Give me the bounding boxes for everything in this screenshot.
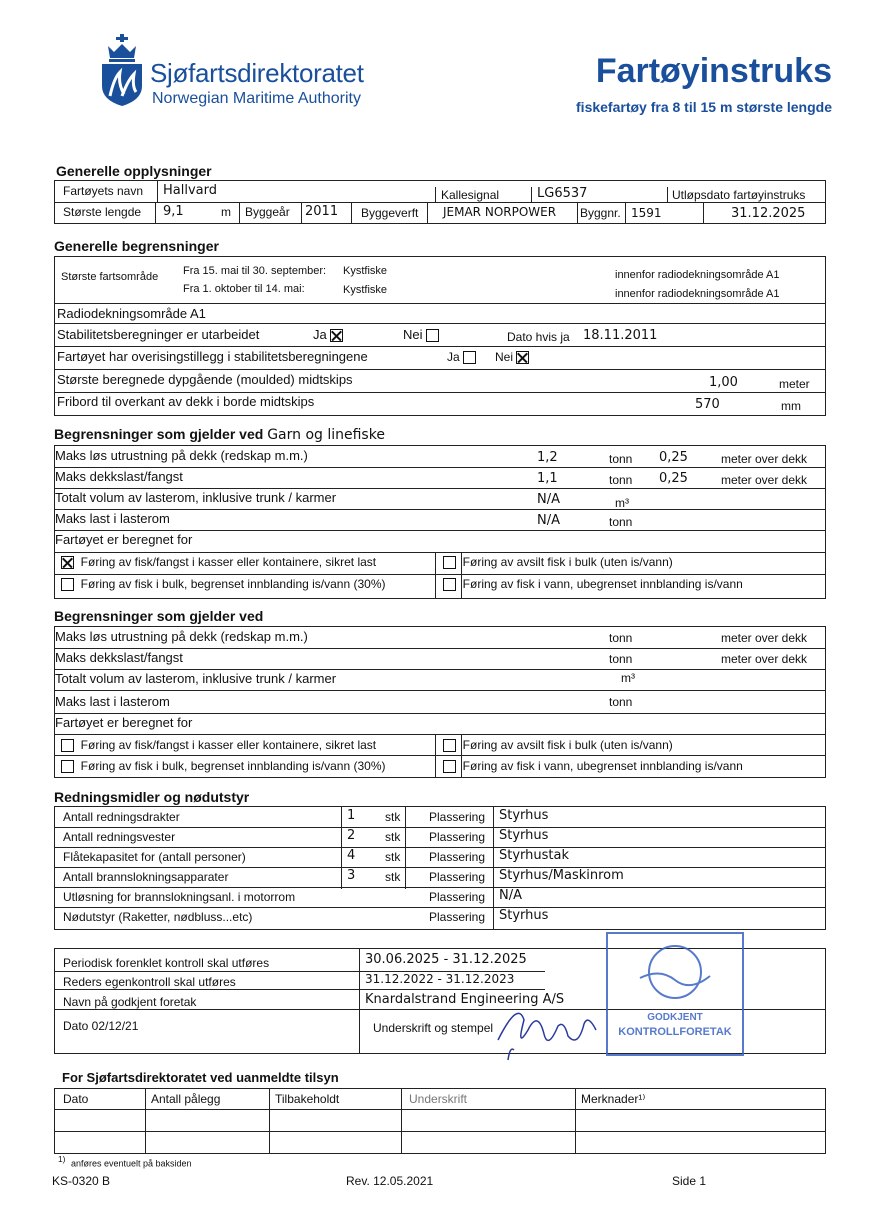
expiry-value: 31.12.2025	[731, 206, 806, 221]
form-subtitle: fiskefartøy fra 8 til 15 m største lengde	[576, 99, 832, 115]
col-underskrift: Underskrift	[409, 1092, 468, 1106]
built-label: Byggeår	[245, 205, 290, 219]
date-value: 18.11.2011	[583, 328, 658, 343]
col-dato: Dato	[63, 1092, 89, 1106]
control-date: Dato 02/12/21	[63, 1019, 139, 1033]
freeboard-label: Fribord til overkant av dekk i borde midtskips	[57, 394, 315, 409]
wave-icon	[610, 938, 740, 1008]
restr1-opt4: Føring av fisk i vann, ubegrenset innblanding is/vann	[443, 577, 743, 591]
tonn-unit: tonn	[609, 631, 633, 645]
company-label: Navn på godkjent foretak	[63, 995, 197, 1009]
length-unit: m	[221, 205, 231, 219]
area-label: Største fartsområde	[61, 271, 159, 283]
org-name: Sjøfartsdirektoratet	[150, 58, 364, 88]
yard-value: JEMAR NORPOWER	[443, 205, 557, 219]
restr2-opt4: Føring av fisk i vann, ubegrenset innblanding is/vann	[443, 759, 743, 773]
draught-unit: meter	[779, 377, 810, 391]
rescue-row-count: 2	[347, 828, 356, 843]
rescue-row-stk: stk	[385, 870, 401, 884]
name-label: Fartøyets navn	[63, 184, 144, 198]
tonn-unit: tonn	[609, 652, 633, 666]
restr2-hold-label: Maks last i lasterom	[55, 694, 170, 709]
restr1-opt1: Føring av fisk/fangst i kasser eller kontainere, sikret last	[61, 555, 376, 569]
restr1-loose-label: Maks løs utrustning på dekk (redskap m.m.)	[55, 448, 308, 463]
overweight-label: Fartøyet har overisingstillegg i stabilitetsberegningene	[57, 349, 368, 364]
restr2-deck-label: Maks dekkslast/fangst	[55, 650, 183, 665]
period2: Fra 1. oktober til 14. mai:	[183, 283, 305, 295]
rescue-row-placement-label: Plassering	[429, 910, 486, 924]
revision: Rev. 12.05.2021	[346, 1174, 434, 1188]
stability-label: Stabilitetsberegninger er utarbeidet	[57, 327, 260, 342]
restr1-opt3: Føring av fisk i bulk, begrenset innblanding is/vann (30%)	[61, 577, 386, 591]
overweight-nei: Nei	[495, 350, 529, 364]
height-unit: meter over dekk	[721, 652, 808, 666]
tonn-unit: tonn	[609, 515, 633, 529]
rescue-row-placement: Styrhustak	[499, 848, 570, 863]
org-name-en: Norwegian Maritime Authority	[152, 90, 361, 107]
tonn-unit: tonn	[609, 452, 633, 466]
limits-heading: Generelle begrensninger	[54, 238, 219, 254]
restr2-opt4-checkbox[interactable]	[443, 760, 456, 773]
restr2-volume-label: Totalt volum av lasterom, inklusive trunk / karmer	[55, 671, 337, 686]
periodic-label: Periodisk forenklet kontroll skal utføres	[63, 956, 270, 970]
rescue-row-placement-label: Plassering	[429, 810, 486, 824]
freeboard-unit: mm	[781, 399, 801, 413]
restr1-loose-height: 0,25	[659, 450, 688, 465]
limits-table	[54, 256, 826, 416]
stability-ja-checkbox[interactable]	[330, 329, 343, 342]
rescue-row-placement-label: Plassering	[429, 850, 486, 864]
stability-ja: Ja	[313, 327, 343, 342]
period1: Fra 15. mai til 30. september:	[183, 265, 327, 277]
rescue-row-placement-label: Plassering	[429, 870, 486, 884]
col-merknader: Merknader¹⁾	[581, 1092, 646, 1106]
stamp-line1: GODKJENT	[647, 1012, 703, 1023]
footnote: $^{1)}$ anføres eventuelt på baksiden	[58, 1154, 192, 1169]
approval-stamp	[606, 932, 744, 1056]
sign-label: Underskrift og stempel	[373, 1021, 494, 1035]
tonn-unit: tonn	[609, 473, 633, 487]
restr1-hold-label: Maks last i lasterom	[55, 511, 170, 526]
rescue-table	[54, 806, 826, 930]
restr1-opt2: Føring av avsilt fisk i bulk (uten is/vann)	[443, 555, 673, 569]
rescue-row-count: 4	[347, 848, 356, 863]
rescue-row-stk: stk	[385, 810, 401, 824]
page-number: Side 1	[672, 1174, 707, 1188]
restr2-opt1-checkbox[interactable]	[61, 739, 74, 752]
overweight-ja-checkbox[interactable]	[463, 351, 476, 364]
restr2-table	[54, 626, 826, 778]
callsign-label: Kallesignal	[441, 188, 500, 202]
expiry-label: Utløpsdato fartøyinstruks	[672, 188, 806, 202]
restr1-loose-value: 1,2	[537, 450, 558, 465]
rescue-row-label: Nødutstyr (Raketter, nødbluss...etc)	[63, 910, 253, 924]
crown-logo-icon	[100, 34, 144, 106]
restr2-opt2-checkbox[interactable]	[443, 739, 456, 752]
rescue-row-placement: N/A	[499, 888, 522, 903]
form-title: Fartøyinstruks	[595, 52, 832, 90]
restr1-opt1-checkbox[interactable]	[61, 556, 74, 569]
owner-value: 31.12.2022 - 31.12.2023	[365, 972, 515, 986]
draught-value: 1,00	[709, 375, 738, 390]
overweight-ja: Ja	[447, 350, 476, 364]
period2-type: Kystfiske	[343, 284, 388, 296]
restr2-loose-label: Maks løs utrustning på dekk (redskap m.m.)	[55, 629, 308, 644]
restr1-heading: Begrensninger som gjelder ved Garn og linefiske	[54, 426, 385, 443]
rescue-row-placement: Styrhus/Maskinrom	[499, 868, 624, 883]
rescue-row-count: 3	[347, 868, 356, 883]
rescue-row-placement-label: Plassering	[429, 890, 486, 904]
restr2-heading: Begrensninger som gjelder ved	[54, 608, 264, 624]
rescue-row-placement-label: Plassering	[429, 830, 486, 844]
period1-area: innenfor radiodekningsområde A1	[615, 269, 780, 281]
restr1-volume-value: N/A	[537, 492, 560, 507]
restr1-table	[54, 445, 826, 599]
rescue-row-stk: stk	[385, 830, 401, 844]
restr1-opt2-checkbox[interactable]	[443, 556, 456, 569]
restr1-opt3-checkbox[interactable]	[61, 578, 74, 591]
m3-unit: m³	[615, 496, 629, 510]
stability-nei: Nei	[403, 327, 439, 342]
restr2-designed-label: Fartøyet er beregnet for	[55, 715, 193, 730]
restr1-volume-label: Totalt volum av lasterom, inklusive trunk / karmer	[55, 490, 337, 505]
restr1-deck-value: 1,1	[537, 471, 558, 486]
rescue-row-label: Antall redningsdrakter	[63, 810, 180, 824]
m3-unit: m³	[621, 671, 635, 685]
height-unit: meter over dekk	[721, 452, 808, 466]
restr2-opt3-checkbox[interactable]	[61, 760, 74, 773]
yard-label: Byggeverft	[361, 206, 419, 220]
rescue-heading: Redningsmidler og nødutstyr	[54, 789, 250, 805]
rescue-row-stk: stk	[385, 850, 401, 864]
callsign-value: LG6537	[537, 186, 588, 201]
inspection-table	[54, 1088, 826, 1154]
inspection-heading: For Sjøfartsdirektoratet ved uanmeldte tilsyn	[62, 1070, 339, 1085]
rescue-row-placement: Styrhus	[499, 828, 549, 843]
rescue-row-label: Flåtekapasitet for (antall personer)	[63, 850, 246, 864]
length-value: 9,1	[163, 204, 184, 219]
restr2-opt1: Føring av fisk/fangst i kasser eller kontainere, sikret last	[61, 738, 376, 752]
form-id: KS-0320 B	[52, 1174, 111, 1188]
stamp-line2: KONTROLLFORETAK	[618, 1026, 732, 1038]
date-label: Dato hvis ja	[507, 330, 570, 344]
stability-nei-checkbox[interactable]	[426, 329, 439, 342]
period2-area: innenfor radiodekningsområde A1	[615, 288, 780, 300]
freeboard-value: 570	[695, 397, 720, 412]
rescue-row-placement: Styrhus	[499, 808, 549, 823]
restr1-opt4-checkbox[interactable]	[443, 578, 456, 591]
restr1-deck-height: 0,25	[659, 471, 688, 486]
restr2-opt3: Føring av fisk i bulk, begrenset innblanding is/vann (30%)	[61, 759, 386, 773]
radio-label: Radiodekningsområde A1	[57, 306, 206, 321]
draught-label: Største beregnede dypgående (moulded) midtskips	[57, 372, 353, 387]
rescue-row-label: Antall redningsvester	[63, 830, 176, 844]
company-value: Knardalstrand Engineering A/S	[365, 992, 565, 1007]
rescue-row-count: 1	[347, 808, 356, 823]
general-table	[54, 180, 826, 224]
height-unit: meter over dekk	[721, 631, 808, 645]
restr1-deck-label: Maks dekkslast/fangst	[55, 469, 183, 484]
period1-type: Kystfiske	[343, 265, 388, 277]
restr1-designed-label: Fartøyet er beregnet for	[55, 532, 193, 547]
rescue-row-label: Antall brannslokningsapparater	[63, 870, 229, 884]
periodic-value: 30.06.2025 - 31.12.2025	[365, 952, 527, 967]
signature-icon	[488, 990, 618, 1070]
yardno-value: 1591	[631, 206, 662, 220]
restr1-hold-value: N/A	[537, 513, 560, 528]
tonn-unit: tonn	[609, 695, 633, 709]
col-tilbakeholdt: Tilbakeholdt	[275, 1092, 340, 1106]
length-label: Største lengde	[63, 205, 142, 219]
owner-label: Reders egenkontroll skal utføres	[63, 975, 236, 989]
built-value: 2011	[305, 204, 339, 219]
height-unit: meter over dekk	[721, 473, 808, 487]
general-heading: Generelle opplysninger	[56, 163, 212, 179]
restr2-opt2: Føring av avsilt fisk i bulk (uten is/vann)	[443, 738, 673, 752]
col-pålegg: Antall pålegg	[151, 1092, 221, 1106]
name-value: Hallvard	[163, 183, 217, 198]
yardno-label: Byggnr.	[580, 206, 621, 220]
rescue-row-placement: Styrhus	[499, 908, 549, 923]
rescue-row-label: Utløsning for brannslokningsanl. i motorrom	[63, 890, 296, 904]
overweight-nei-checkbox[interactable]	[516, 351, 529, 364]
